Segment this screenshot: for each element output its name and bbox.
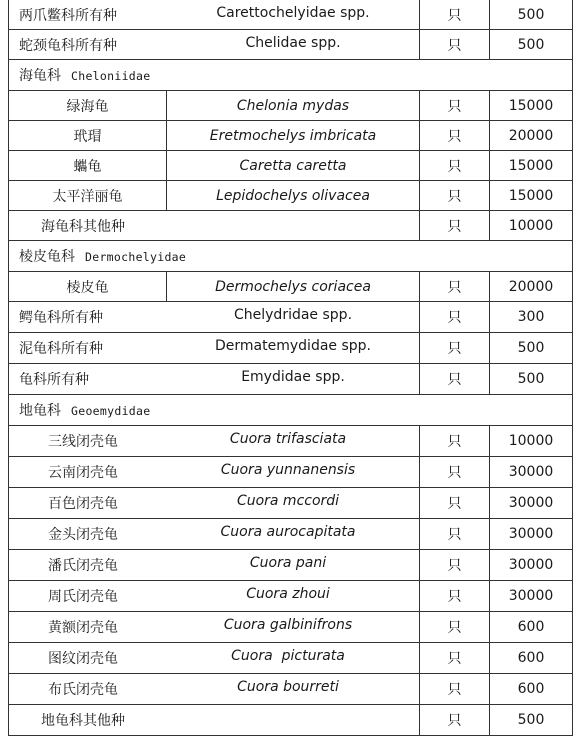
chinese-name: 两爪鳖科所有种	[19, 7, 117, 24]
unit-cell: 只	[420, 181, 490, 211]
chinese-name: 三线闭壳龟	[48, 434, 118, 450]
table-row	[9, 457, 573, 488]
group-header-row	[9, 395, 573, 426]
scientific-name: Emydidae spp.	[241, 369, 345, 385]
species-cell	[9, 302, 420, 333]
chinese-name: 玳瑁	[9, 121, 167, 151]
scientific-name: Chelidae spp.	[245, 34, 341, 51]
group-header-row	[9, 60, 573, 91]
unit-cell: 只	[420, 364, 490, 395]
species-cell	[9, 705, 420, 736]
group-chinese-name: 棱皮龟科	[19, 249, 75, 265]
unit-cell: 只	[420, 272, 490, 302]
species-cell	[9, 674, 420, 705]
unit-cell: 只	[420, 612, 490, 643]
table-row	[9, 30, 573, 60]
value-cell: 600	[490, 643, 573, 674]
species-cell	[9, 364, 420, 395]
chinese-name: 潘氏闭壳龟	[48, 558, 118, 574]
chinese-name: 地龟科其他种	[41, 713, 125, 729]
scientific-name: Lepidochelys olivacea	[167, 181, 420, 211]
scientific-name: Cuora yunnanensis	[220, 462, 356, 478]
value-cell: 500	[490, 364, 573, 395]
species-cell	[9, 643, 420, 674]
scientific-name: Caretta caretta	[167, 151, 420, 181]
scientific-name: Carettochelyidae spp.	[216, 4, 370, 21]
chinese-name: 黄额闭壳龟	[48, 620, 118, 636]
scientific-name: Dermochelys coriacea	[167, 272, 420, 302]
scientific-name: Cuora aurocapitata	[220, 524, 356, 540]
table-row	[9, 581, 573, 612]
chinese-name: 蠵龟	[9, 151, 167, 181]
group-header	[9, 395, 573, 426]
unit-cell: 只	[420, 30, 490, 60]
species-cell	[9, 0, 420, 30]
species-cell	[9, 488, 420, 519]
table-row	[9, 643, 573, 674]
chinese-name: 周氏闭壳龟	[48, 589, 118, 605]
unit-cell: 只	[420, 151, 490, 181]
table-row	[9, 488, 573, 519]
scientific-name: Chelydridae spp.	[234, 307, 353, 323]
chinese-name: 太平洋丽龟	[9, 181, 167, 211]
value-cell: 20000	[490, 272, 573, 302]
table-row	[9, 705, 573, 736]
value-cell: 15000	[490, 151, 573, 181]
table-row	[9, 0, 573, 30]
group-chinese-name: 地龟科	[19, 403, 61, 419]
table-row	[9, 181, 573, 211]
unit-cell: 只	[420, 121, 490, 151]
species-value-table	[8, 0, 573, 736]
scientific-name: Eretmochelys imbricata	[167, 121, 420, 151]
chinese-name: 鳄龟科所有种	[19, 310, 103, 326]
table-row	[9, 121, 573, 151]
table-row	[9, 550, 573, 581]
chinese-name: 龟科所有种	[19, 372, 89, 388]
chinese-name: 蛇颈龟科所有种	[19, 37, 117, 54]
scientific-name: Chelonia mydas	[167, 91, 420, 121]
table-row	[9, 674, 573, 705]
value-cell: 500	[490, 30, 573, 60]
group-header	[9, 241, 573, 272]
unit-cell: 只	[420, 457, 490, 488]
species-cell	[9, 333, 420, 364]
value-cell: 500	[490, 0, 573, 30]
table-row	[9, 272, 573, 302]
table-row	[9, 211, 573, 241]
value-cell: 600	[490, 612, 573, 643]
chinese-name: 图纹闭壳龟	[48, 651, 118, 667]
scientific-name: Cuora galbinifrons	[223, 617, 353, 633]
group-chinese-name: 海龟科	[19, 68, 61, 84]
table-row	[9, 612, 573, 643]
species-cell	[9, 457, 420, 488]
unit-cell: 只	[420, 705, 490, 736]
group-latin-name: Geoemydidae	[71, 404, 151, 418]
value-cell: 10000	[490, 426, 573, 457]
chinese-name: 云南闭壳龟	[48, 465, 118, 481]
unit-cell: 只	[420, 211, 490, 241]
value-cell: 30000	[490, 488, 573, 519]
unit-cell: 只	[420, 488, 490, 519]
value-cell: 10000	[490, 211, 573, 241]
chinese-name: 百色闭壳龟	[48, 496, 118, 512]
species-cell	[9, 426, 420, 457]
scientific-name: Cuora bourreti	[237, 679, 339, 695]
value-cell: 30000	[490, 457, 573, 488]
species-cell	[9, 581, 420, 612]
unit-cell: 只	[420, 519, 490, 550]
value-cell: 500	[490, 333, 573, 364]
unit-cell: 只	[420, 550, 490, 581]
chinese-name: 泥龟科所有种	[19, 341, 103, 357]
unit-cell: 只	[420, 302, 490, 333]
value-cell: 15000	[490, 91, 573, 121]
value-cell: 30000	[490, 581, 573, 612]
table-row	[9, 302, 573, 333]
chinese-name: 布氏闭壳龟	[48, 682, 118, 698]
value-cell: 15000	[490, 181, 573, 211]
value-cell: 300	[490, 302, 573, 333]
table-row	[9, 519, 573, 550]
chinese-name: 海龟科其他种	[41, 218, 125, 235]
table-row	[9, 364, 573, 395]
scientific-name: Cuora mccordi	[236, 493, 340, 509]
value-cell: 600	[490, 674, 573, 705]
unit-cell: 只	[420, 674, 490, 705]
value-cell: 30000	[490, 519, 573, 550]
value-cell: 20000	[490, 121, 573, 151]
value-cell: 500	[490, 705, 573, 736]
species-cell	[9, 519, 420, 550]
chinese-name: 金头闭壳龟	[48, 527, 118, 543]
unit-cell: 只	[420, 333, 490, 364]
table-row	[9, 151, 573, 181]
group-latin-name: Dermochelyidae	[85, 250, 187, 264]
chinese-name: 绿海龟	[9, 91, 167, 121]
species-cell	[9, 30, 420, 60]
scientific-name: Dermatemydidae spp.	[215, 338, 371, 354]
species-cell	[9, 550, 420, 581]
group-latin-name: Cheloniidae	[71, 69, 151, 83]
chinese-name: 棱皮龟	[9, 272, 167, 302]
species-cell	[9, 612, 420, 643]
unit-cell: 只	[420, 426, 490, 457]
scientific-name: Cuora pani	[249, 555, 327, 571]
value-cell: 30000	[490, 550, 573, 581]
group-header-row	[9, 241, 573, 272]
group-header	[9, 60, 573, 91]
unit-cell: 只	[420, 91, 490, 121]
scientific-name: Cuora zhoui	[246, 586, 330, 602]
species-cell	[9, 211, 420, 241]
scientific-name: Cuora picturata	[231, 648, 345, 664]
unit-cell: 只	[420, 0, 490, 30]
table-row	[9, 426, 573, 457]
table-row	[9, 333, 573, 364]
unit-cell: 只	[420, 643, 490, 674]
table-row	[9, 91, 573, 121]
scientific-name: Cuora trifasciata	[229, 431, 347, 447]
unit-cell: 只	[420, 581, 490, 612]
